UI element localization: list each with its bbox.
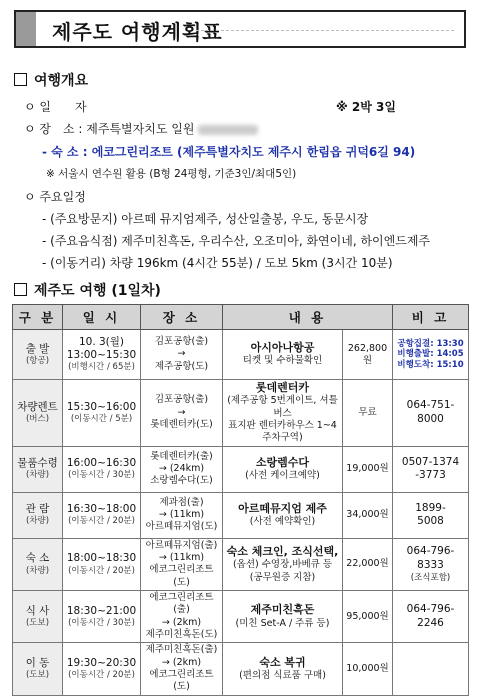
remark-line: 공항집결: 13:30 bbox=[397, 338, 464, 349]
place-line: → (24km) bbox=[158, 463, 205, 474]
remark-line: 064-796- bbox=[406, 545, 455, 558]
lodging-prefix: - 숙 소 : bbox=[42, 145, 92, 159]
place-line: 에코그린리조트(도) bbox=[149, 669, 214, 693]
lodging-value: 에코그린리조트 (제주특별자치도 제주시 한림읍 귀덕6길 94) bbox=[91, 145, 416, 159]
datetime-cell bbox=[63, 538, 141, 590]
price-cell bbox=[343, 538, 393, 590]
place-line: 롯데렌터카(출) bbox=[150, 450, 213, 462]
place-line: → bbox=[177, 348, 186, 360]
place-line: 제주미친흑돈(도) bbox=[145, 629, 218, 641]
content-line: (공무원증 지참) bbox=[249, 571, 316, 583]
remark-cell bbox=[393, 330, 469, 380]
header-content: 내 용 bbox=[223, 305, 393, 330]
date-label: 일 자 bbox=[39, 100, 87, 114]
schedule-item: - (이동거리) 차량 196km (4시간 55분) / 도보 5km (3시간 10분) bbox=[42, 256, 393, 270]
content-line: 소랑렘수다 bbox=[255, 455, 310, 469]
place-line: 소랑렘수다(도) bbox=[150, 475, 213, 487]
time-label: 18:30~21:00 bbox=[66, 604, 137, 617]
category-label: 관 람 bbox=[25, 503, 50, 516]
remark-cell bbox=[393, 380, 469, 447]
place-cell bbox=[141, 492, 223, 538]
remark-line: 5008 bbox=[417, 515, 444, 528]
circle-bullet-icon: ㅇ bbox=[24, 122, 36, 136]
place-cell bbox=[141, 330, 223, 380]
place-cell bbox=[141, 538, 223, 590]
content-line: 아시아나항공 bbox=[250, 341, 315, 355]
place-line: → (2km) bbox=[161, 656, 202, 668]
category-label: 이 동 bbox=[25, 657, 50, 670]
category-cell bbox=[13, 538, 63, 590]
table-row bbox=[13, 446, 469, 492]
place-line: 아르떼뮤지엄(도) bbox=[145, 521, 218, 533]
price-cell bbox=[343, 380, 393, 447]
time-label: 16:00~16:30 bbox=[66, 457, 137, 470]
time-label: 16:30~18:00 bbox=[66, 503, 137, 516]
circle-bullet-icon: ㅇ bbox=[24, 190, 36, 204]
price-cell bbox=[343, 643, 393, 695]
content-line: 표지판 렌터카하우스 1~4주차구역) bbox=[228, 419, 337, 444]
lodging-line bbox=[42, 143, 415, 160]
place-cell bbox=[141, 446, 223, 492]
remark-line: 비행도착: 15:10 bbox=[397, 359, 464, 370]
price-cell bbox=[343, 446, 393, 492]
content-cell bbox=[223, 591, 343, 643]
price-value: 19,000원 bbox=[346, 463, 389, 475]
table-row bbox=[13, 380, 469, 447]
datetime-cell bbox=[63, 643, 141, 695]
date-value: ※ 2박 3일 bbox=[336, 100, 396, 114]
date-line bbox=[24, 98, 87, 115]
table-row bbox=[13, 492, 469, 538]
datetime-cell bbox=[63, 380, 141, 447]
category-cell bbox=[13, 492, 63, 538]
place-line: → (2km) bbox=[161, 616, 202, 628]
category-cell bbox=[13, 380, 63, 447]
content-line: (옵션) 수영장,바베큐 등 bbox=[232, 559, 333, 571]
header-place: 장 소 bbox=[141, 305, 223, 330]
content-line: 숙소 체크인, 조식선택, bbox=[226, 544, 339, 558]
category-sub: (도보) bbox=[25, 617, 50, 628]
place-line: → (11km) bbox=[158, 552, 205, 564]
time-label: 10. 3(월) bbox=[78, 336, 125, 349]
place-line: 에코그린리조트(출) bbox=[149, 592, 214, 616]
category-cell bbox=[13, 591, 63, 643]
header-category: 구 분 bbox=[13, 305, 63, 330]
title-accent-bar bbox=[16, 12, 36, 46]
category-cell bbox=[13, 643, 63, 695]
table-header-row bbox=[13, 305, 469, 330]
table-row bbox=[13, 591, 469, 643]
category-sub: (차량) bbox=[25, 516, 50, 527]
price-value: 22,000원 bbox=[346, 558, 389, 570]
time-sub: (이동시간 / 20분) bbox=[68, 670, 135, 681]
category-label: 식 사 bbox=[25, 604, 50, 617]
remark-line: 8333 bbox=[417, 559, 444, 572]
content-cell bbox=[223, 380, 343, 447]
table-row bbox=[13, 643, 469, 695]
remark-cell bbox=[393, 492, 469, 538]
content-line: (편의점 식료품 구매) bbox=[239, 670, 326, 682]
place-line bbox=[24, 120, 258, 137]
category-label: 숙 소 bbox=[25, 552, 50, 565]
time-sub: (이동시간 / 30분) bbox=[68, 470, 135, 481]
content-line: (사전 케이크예약) bbox=[245, 470, 320, 482]
price-cell bbox=[343, 591, 393, 643]
category-sub: (도보) bbox=[25, 670, 50, 681]
place-line: 김포공항(출) bbox=[154, 394, 209, 406]
title-box bbox=[14, 10, 466, 48]
content-line: 제주미친흑돈 bbox=[250, 603, 315, 617]
price-value: 95,000원 bbox=[346, 610, 389, 622]
remark-line: 1899- bbox=[415, 501, 446, 514]
datetime-cell bbox=[63, 492, 141, 538]
content-line: (사전 예약확인) bbox=[249, 516, 316, 528]
category-label: 출 발 bbox=[25, 342, 50, 355]
price-value: 262,800원 bbox=[347, 342, 388, 366]
lodging-note: ※ 서울시 연수원 활용 (B형 24평형, 기준3인/최대5인) bbox=[46, 168, 297, 180]
remark-line: 8000 bbox=[417, 412, 444, 425]
time-sub: (이동시간 / 20분) bbox=[68, 516, 135, 527]
price-value: 무료 bbox=[358, 406, 377, 418]
category-sub: (차량) bbox=[25, 470, 50, 481]
page-title: 제주도 여행계획표 bbox=[52, 20, 223, 44]
category-sub: (차량) bbox=[25, 565, 50, 576]
remark-line: 064-751- bbox=[406, 399, 455, 412]
header-remark: 비 고 bbox=[393, 305, 469, 330]
header-datetime: 일 시 bbox=[63, 305, 141, 330]
remark-line: 2246 bbox=[417, 616, 444, 629]
circle-bullet-icon: ㅇ bbox=[24, 100, 36, 114]
place-line: 제주공항(도) bbox=[154, 360, 209, 372]
place-line: 김포공항(출) bbox=[154, 335, 209, 347]
category-label: 차량렌트 bbox=[17, 400, 58, 413]
remark-cell bbox=[393, 591, 469, 643]
schedule-line bbox=[24, 188, 86, 205]
checkbox-square-icon bbox=[14, 73, 27, 86]
place-line: → (11km) bbox=[158, 509, 205, 520]
day1-heading: 제주도 여행 (1일차) bbox=[14, 280, 161, 300]
remark-cell bbox=[393, 643, 469, 695]
category-cell bbox=[13, 446, 63, 492]
content-line: (미친 Set-A / 주류 등) bbox=[235, 617, 330, 629]
price-cell bbox=[343, 330, 393, 380]
category-label: 물품수령 bbox=[17, 457, 58, 470]
remark-line: 0507-1374 bbox=[401, 455, 460, 468]
remark-line: -3773 bbox=[415, 469, 446, 482]
overview-heading: 여행개요 bbox=[14, 70, 88, 90]
time-sub: (이동시간 / 30분) bbox=[68, 617, 135, 628]
time-sub: (비행시간 / 65분) bbox=[68, 362, 135, 373]
place-line: 제주미친흑돈(출) bbox=[145, 644, 218, 656]
content-cell bbox=[223, 492, 343, 538]
place-line: 제과점(출) bbox=[159, 496, 204, 508]
schedule-heading: 주요일정 bbox=[39, 190, 86, 204]
remark-line: 비행출발: 14:05 bbox=[397, 349, 464, 360]
place-line: 에코그린리조트(도) bbox=[149, 564, 214, 588]
place-line: 롯데렌터카(도) bbox=[150, 419, 213, 430]
place-cell bbox=[141, 643, 223, 695]
day1-schedule-table bbox=[12, 304, 469, 696]
place-label: 장 소 : 제주특별자치도 일원 bbox=[39, 122, 195, 136]
place-line: 아르떼뮤지엄(출) bbox=[145, 539, 218, 551]
place-line: → bbox=[177, 406, 186, 418]
content-line: 티켓 및 수하물확인 bbox=[242, 355, 323, 367]
remark-line: 064-796- bbox=[406, 603, 455, 616]
content-line: 아르떼뮤지엄 제주 bbox=[238, 501, 327, 515]
price-cell bbox=[343, 492, 393, 538]
checkbox-square-icon bbox=[14, 283, 27, 296]
category-sub: (항공) bbox=[25, 355, 50, 366]
schedule-item: - (주요음식점) 제주미친흑돈, 우리수산, 오조미아, 화연이네, 하이엔드제주 bbox=[42, 234, 431, 248]
datetime-cell bbox=[63, 591, 141, 643]
datetime-cell bbox=[63, 330, 141, 380]
remark-line: (조식포함) bbox=[410, 572, 451, 583]
time-label: 18:00~18:30 bbox=[66, 552, 137, 565]
time-label: 19:30~20:30 bbox=[66, 657, 137, 670]
datetime-cell bbox=[63, 446, 141, 492]
content-line: 롯데렌터카 bbox=[255, 381, 310, 394]
time-sub: (이동시간 / 20분) bbox=[68, 565, 135, 576]
place-cell bbox=[141, 380, 223, 447]
content-cell bbox=[223, 446, 343, 492]
redacted-mark bbox=[198, 125, 258, 135]
category-sub: (버스) bbox=[25, 414, 50, 425]
content-line: 숙소 복귀 bbox=[259, 655, 306, 669]
price-value: 10,000원 bbox=[346, 663, 389, 675]
category-cell bbox=[13, 330, 63, 380]
remark-cell bbox=[393, 538, 469, 590]
time-range: 13:00~15:30 bbox=[66, 349, 137, 362]
content-cell bbox=[223, 330, 343, 380]
time-sub: (이동시간 / 5분) bbox=[70, 414, 133, 425]
table-row bbox=[13, 538, 469, 590]
title-rule bbox=[196, 30, 454, 32]
price-value: 34,000원 bbox=[346, 509, 389, 521]
content-cell bbox=[223, 538, 343, 590]
table-row bbox=[13, 330, 469, 380]
schedule-item: - (주요방문지) 아르떼 뮤지엄제주, 성산일출봉, 우도, 동문시장 bbox=[42, 212, 369, 226]
content-line: (제주공항 5번게이트, 셔틀버스 bbox=[227, 395, 338, 419]
time-label: 15:30~16:00 bbox=[66, 400, 137, 413]
place-cell bbox=[141, 591, 223, 643]
content-cell bbox=[223, 643, 343, 695]
remark-cell bbox=[393, 446, 469, 492]
